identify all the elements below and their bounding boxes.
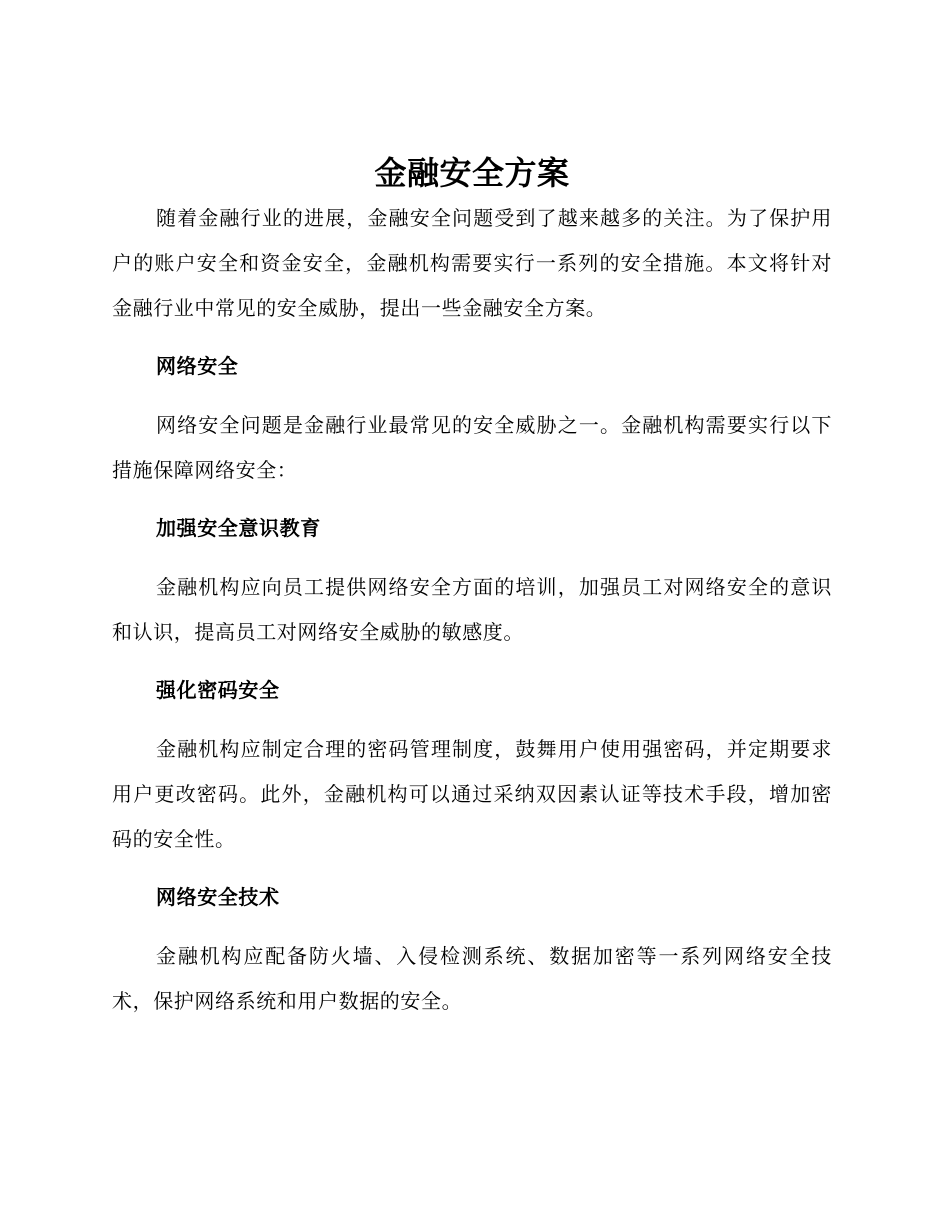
spacer [112,920,832,934]
spacer [112,389,832,403]
section-heading-security-awareness: 加强安全意识教育 [156,516,321,540]
spacer [112,551,832,565]
spacer [112,862,832,875]
section-body-password-security: 金融机构应制定合理的密码管理制度，鼓舞用户使用强密码，并定期要求用户更改密码。此外，金融机构可以通过采纳双因素认证等技术手段，增加密码的安全性。 [112,737,832,851]
document-page [112,150,832,1024]
section-body-security-awareness: 金融机构应向员工提供网络安全方面的培训，加强员工对网络安全的意识和认识，提高员工对网络安全威胁的敏感度。 [112,575,832,644]
section-body-network-technology: 金融机构应配备防火墙、入侵检测系统、数据加密等一系列网络安全技术，保护网络系统和用户数据的安全。 [112,944,832,1013]
document-title: 金融安全方案 [374,154,570,192]
spacer [112,655,832,668]
spacer [112,713,832,727]
section-body-network-security: 网络安全问题是金融行业最常见的安全威胁之一。金融机构需要实行以下措施保障网络安全： [112,413,832,482]
section-heading-password-security: 强化密码安全 [156,678,280,702]
section-heading-network-technology: 网络安全技术 [156,885,280,909]
spacer [112,493,832,506]
section-heading-network-security: 网络安全 [156,354,239,378]
intro-paragraph: 随着金融行业的进展，金融安全问题受到了越来越多的关注。为了保护用户的账户安全和资金安全，金融机构需要实行一系列的安全措施。本文将针对金融行业中常见的安全威胁，提出一些金融安全方案。 [112,206,832,320]
spacer [112,331,832,344]
